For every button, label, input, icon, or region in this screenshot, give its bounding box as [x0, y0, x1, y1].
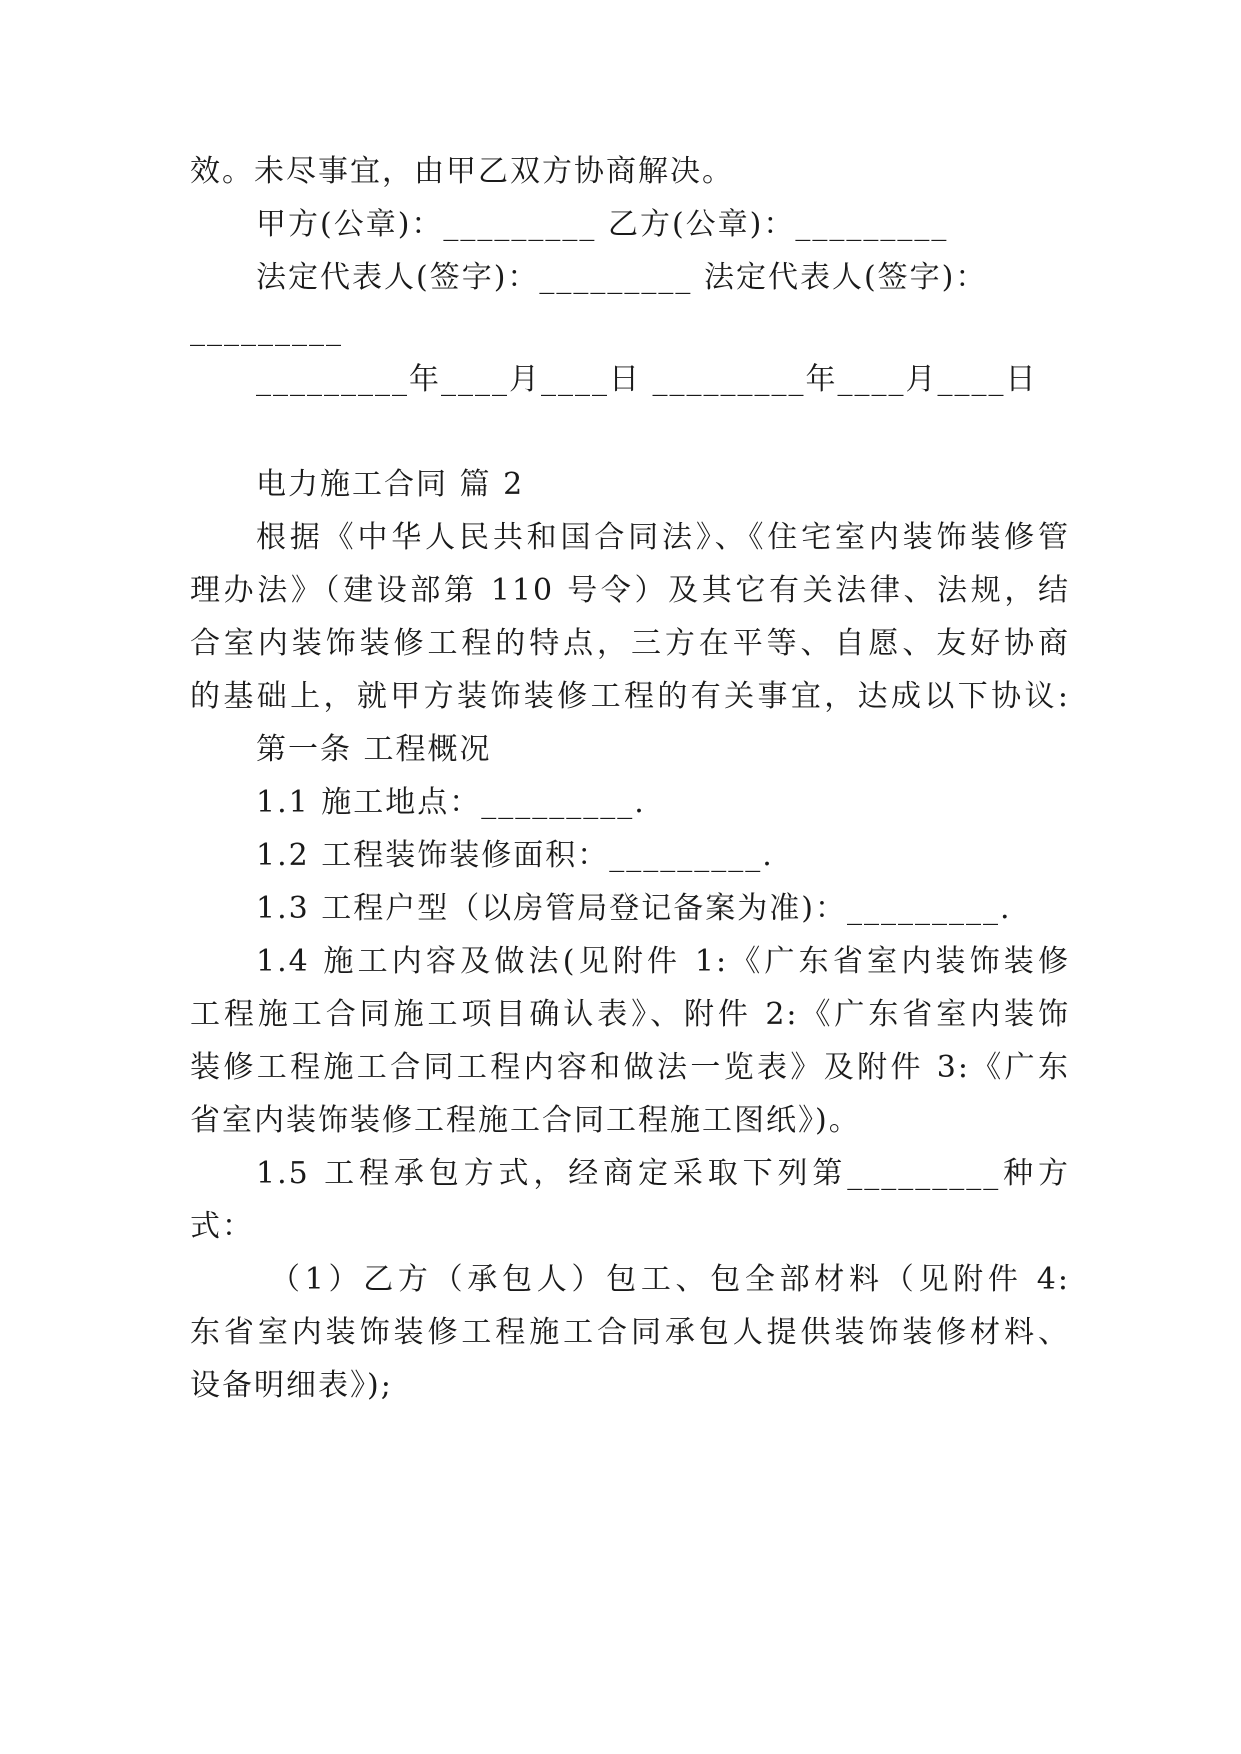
section-title: 电力施工合同 篇 2	[256, 467, 525, 502]
signature-line-seal: 甲方(公章)：_________ 乙方(公章)：_________	[256, 207, 949, 242]
paragraph-line: 理办法》（建设部第 110 号令）及其它有关法律、法规，结	[190, 573, 1070, 608]
signature-blank: _________	[190, 312, 343, 347]
clause-1-3: 1.3 工程户型（以房管局登记备案为准)：_________.	[256, 891, 1012, 926]
paragraph-line: 的基础上，就甲方装饰装修工程的有关事宜，达成以下协议:	[190, 679, 1070, 714]
paragraph-line: 省室内装饰装修工程施工合同工程施工图纸》)。	[190, 1103, 861, 1138]
clause-1-4: 1.4 施工内容及做法(见附件 1:《广东省室内装饰装修	[256, 944, 1070, 979]
text-line: 效。未尽事宜，由甲乙双方协商解决。	[190, 154, 734, 189]
paragraph-line: 合室内装饰装修工程的特点，三方在平等、自愿、友好协商	[190, 626, 1070, 661]
article-heading: 第一条 工程概况	[256, 732, 492, 767]
clause-1-2: 1.2 工程装饰装修面积：_________.	[256, 838, 774, 873]
paragraph-line: 工程施工合同施工项目确认表》、附件 2:《广东省室内装饰	[190, 997, 1070, 1032]
paragraph-line: 式：	[190, 1209, 254, 1244]
date-line: _________年____月____日 _________年____月____日	[256, 362, 1038, 397]
paragraph-line: 根据《中华人民共和国合同法》、《住宅室内装饰装修管	[256, 520, 1070, 555]
paragraph-line: 装修工程施工合同工程内容和做法一览表》及附件 3:《广东	[190, 1050, 1070, 1085]
clause-1-5: 1.5 工程承包方式，经商定采取下列第_________种方	[256, 1156, 1070, 1191]
clause-1-1: 1.1 施工地点：_________.	[256, 785, 646, 820]
paragraph-line: 东省室内装饰装修工程施工合同承包人提供装饰装修材料、	[190, 1315, 1070, 1350]
paragraph-line: 设备明细表》);	[190, 1368, 393, 1403]
signature-line-representative: 法定代表人(签字)：_________ 法定代表人(签字)：	[256, 260, 988, 295]
option-1: （1）乙方（承包人）包工、包全部材料（见附件 4:	[270, 1262, 1070, 1297]
